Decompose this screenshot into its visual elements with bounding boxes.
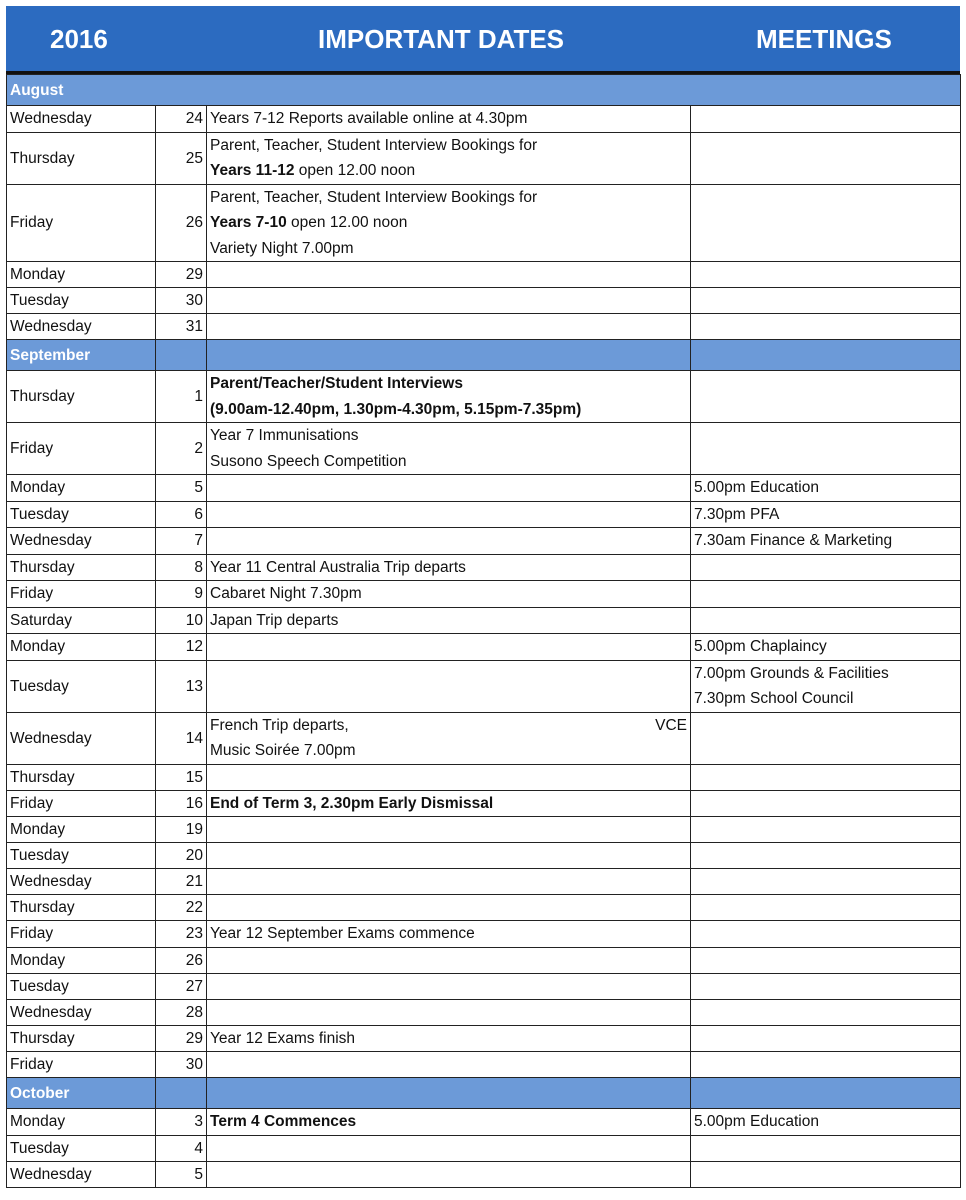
event-cell	[207, 764, 691, 790]
day-cell: Wednesday	[7, 712, 156, 764]
day-cell: Tuesday	[7, 501, 156, 528]
meeting-cell	[691, 1025, 961, 1052]
date-cell: 12	[156, 634, 207, 661]
event-line	[210, 397, 687, 423]
meeting-cell	[691, 314, 961, 340]
meeting-cell	[691, 106, 961, 133]
event-cell	[207, 790, 691, 817]
day-cell: Friday	[7, 790, 156, 817]
month-header-cell	[207, 1078, 691, 1109]
event-text: Parent, Teacher, Student Interview Bookings for	[210, 188, 538, 206]
day-cell: Wednesday	[7, 314, 156, 340]
table-row	[7, 660, 961, 712]
event-cell	[207, 1161, 691, 1187]
event-cell	[207, 947, 691, 973]
day-cell: Tuesday	[7, 1135, 156, 1161]
event-line	[210, 1026, 687, 1052]
month-name: September	[7, 340, 156, 371]
meeting-cell	[691, 947, 961, 973]
meeting-cell	[691, 1135, 961, 1161]
event-cell	[207, 501, 691, 528]
event-cell	[207, 973, 691, 999]
month-header-cell	[691, 340, 961, 371]
day-cell: Thursday	[7, 1025, 156, 1052]
month-header-cell	[156, 1078, 207, 1109]
meeting-cell	[691, 554, 961, 581]
table-row	[7, 869, 961, 895]
meeting-cell	[691, 999, 961, 1025]
day-cell: Thursday	[7, 371, 156, 423]
event-line	[210, 738, 687, 764]
event-cell	[207, 999, 691, 1025]
meeting-line: 5.00pm Chaplaincy	[694, 638, 827, 655]
event-cell	[207, 660, 691, 712]
meeting-cell	[691, 132, 961, 184]
day-cell: Thursday	[7, 764, 156, 790]
event-line	[210, 608, 687, 634]
table-row	[7, 895, 961, 921]
event-text: Term 4 Commences	[210, 1113, 357, 1130]
table-row	[7, 921, 961, 948]
day-cell: Wednesday	[7, 999, 156, 1025]
event-tag: VCE	[655, 716, 687, 734]
table-row	[7, 764, 961, 790]
table-row	[7, 132, 961, 184]
meeting-cell	[691, 895, 961, 921]
meeting-cell	[691, 528, 961, 555]
day-cell: Tuesday	[7, 288, 156, 314]
year-heading: 2016	[50, 24, 108, 54]
month-header-row	[7, 1078, 961, 1109]
date-cell: 9	[156, 581, 207, 608]
meeting-cell	[691, 581, 961, 608]
date-cell: 2	[156, 423, 207, 475]
event-text: Cabaret Night 7.30pm	[210, 585, 362, 602]
table-row	[7, 1135, 961, 1161]
event-text: Susono Speech Competition	[210, 452, 407, 470]
event-cell	[207, 106, 691, 133]
event-line	[210, 581, 687, 607]
date-cell: 4	[156, 1135, 207, 1161]
date-cell: 19	[156, 817, 207, 843]
event-cell	[207, 843, 691, 869]
month-header-cell	[207, 340, 691, 371]
month-header-cell	[156, 340, 207, 371]
table-row	[7, 262, 961, 288]
event-line	[210, 449, 687, 475]
day-cell: Monday	[7, 475, 156, 502]
event-line	[210, 1109, 687, 1135]
table-row	[7, 314, 961, 340]
event-text: Year 12 Exams finish	[210, 1029, 356, 1047]
table-row	[7, 1052, 961, 1078]
table-row	[7, 947, 961, 973]
day-cell: Wednesday	[7, 1161, 156, 1187]
event-cell	[207, 1052, 691, 1078]
event-cell	[207, 581, 691, 608]
event-line	[210, 106, 687, 132]
dates-table	[6, 74, 961, 1188]
event-cell	[207, 314, 691, 340]
event-cell	[207, 1109, 691, 1136]
event-text: Year 7 Immunisations	[210, 427, 359, 444]
date-cell: 5	[156, 1161, 207, 1187]
event-text: Parent/Teacher/Student Interviews	[210, 375, 463, 392]
event-line	[210, 158, 687, 184]
date-cell: 30	[156, 1052, 207, 1078]
date-cell: 20	[156, 843, 207, 869]
month-name: August	[7, 75, 961, 106]
event-text: French Trip departs,	[210, 716, 349, 734]
day-cell: Friday	[7, 581, 156, 608]
table-row	[7, 288, 961, 314]
meeting-line: 5.00pm Education	[694, 1113, 819, 1130]
meeting-cell	[691, 475, 961, 502]
date-cell: 26	[156, 184, 207, 262]
event-cell	[207, 634, 691, 661]
meetings-heading: MEETINGS	[756, 24, 892, 54]
date-cell: 8	[156, 554, 207, 581]
date-cell: 30	[156, 288, 207, 314]
date-cell: 25	[156, 132, 207, 184]
day-cell: Thursday	[7, 895, 156, 921]
event-cell	[207, 869, 691, 895]
meeting-cell	[691, 790, 961, 817]
event-line	[210, 185, 687, 211]
meeting-cell	[691, 371, 961, 423]
meeting-cell	[691, 973, 961, 999]
day-cell: Tuesday	[7, 660, 156, 712]
meeting-cell	[691, 921, 961, 948]
day-cell: Monday	[7, 947, 156, 973]
event-cell	[207, 712, 691, 764]
event-line	[210, 921, 687, 947]
event-text: Music Soirée 7.00pm	[210, 742, 356, 759]
important-dates-heading: IMPORTANT DATES	[318, 24, 565, 54]
event-line	[210, 371, 687, 397]
table-row	[7, 1161, 961, 1187]
meeting-line: 7.30am Finance & Marketing	[694, 532, 893, 549]
table-row	[7, 528, 961, 555]
meeting-cell	[691, 712, 961, 764]
table-row	[7, 581, 961, 608]
event-line	[210, 210, 687, 236]
table-row	[7, 423, 961, 475]
date-cell: 21	[156, 869, 207, 895]
event-text: Years 7-10 open 12.00 noon	[210, 214, 408, 231]
event-text: Years 11-12 open 12.00 noon	[210, 162, 416, 179]
event-cell	[207, 262, 691, 288]
event-text: Variety Night 7.00pm	[210, 239, 354, 257]
day-cell: Monday	[7, 262, 156, 288]
day-cell: Tuesday	[7, 843, 156, 869]
meeting-cell	[691, 869, 961, 895]
meeting-cell	[691, 1052, 961, 1078]
day-cell: Wednesday	[7, 106, 156, 133]
date-cell: 7	[156, 528, 207, 555]
event-line	[210, 423, 687, 449]
table-row	[7, 371, 961, 423]
table-row	[7, 184, 961, 262]
event-line	[210, 713, 687, 739]
event-text: Year 12 September Exams commence	[210, 925, 475, 942]
event-cell	[207, 554, 691, 581]
day-cell: Friday	[7, 184, 156, 262]
table-row	[7, 1025, 961, 1052]
date-cell: 1	[156, 371, 207, 423]
event-line	[210, 236, 687, 262]
table-row	[7, 973, 961, 999]
event-cell	[207, 371, 691, 423]
meeting-cell	[691, 262, 961, 288]
day-cell: Monday	[7, 1109, 156, 1136]
table-row	[7, 607, 961, 634]
meeting-line: 7.30pm PFA	[694, 505, 780, 523]
table-row	[7, 1109, 961, 1136]
day-cell: Friday	[7, 1052, 156, 1078]
table-row	[7, 106, 961, 133]
date-cell: 27	[156, 973, 207, 999]
event-text: Parent, Teacher, Student Interview Bookings for	[210, 136, 538, 154]
event-cell	[207, 528, 691, 555]
meeting-cell	[691, 1161, 961, 1187]
meeting-cell	[691, 817, 961, 843]
event-cell	[207, 921, 691, 948]
day-cell: Thursday	[7, 132, 156, 184]
date-cell: 23	[156, 921, 207, 948]
meeting-cell	[691, 843, 961, 869]
event-text: (9.00am-12.40pm, 1.30pm-4.30pm, 5.15pm-7.35pm)	[210, 400, 582, 418]
meeting-cell	[691, 423, 961, 475]
month-header-row	[7, 340, 961, 371]
day-cell: Wednesday	[7, 869, 156, 895]
date-cell: 14	[156, 712, 207, 764]
meeting-cell	[691, 288, 961, 314]
event-cell	[207, 288, 691, 314]
event-cell	[207, 895, 691, 921]
event-text: Year 11 Central Australia Trip departs	[210, 558, 466, 576]
day-cell: Monday	[7, 634, 156, 661]
meeting-cell	[691, 501, 961, 528]
day-cell: Monday	[7, 817, 156, 843]
month-header-row	[7, 75, 961, 106]
table-row	[7, 501, 961, 528]
date-cell: 24	[156, 106, 207, 133]
date-cell: 16	[156, 790, 207, 817]
month-header-cell	[691, 1078, 961, 1109]
event-line	[210, 555, 687, 581]
meeting-cell	[691, 764, 961, 790]
date-cell: 15	[156, 764, 207, 790]
event-line	[210, 133, 687, 159]
date-cell: 28	[156, 999, 207, 1025]
day-cell: Tuesday	[7, 973, 156, 999]
table-row	[7, 790, 961, 817]
date-cell: 3	[156, 1109, 207, 1136]
meeting-cell	[691, 660, 961, 712]
event-cell	[207, 132, 691, 184]
table-row	[7, 843, 961, 869]
event-text: End of Term 3, 2.30pm Early Dismissal	[210, 794, 494, 812]
event-line	[210, 791, 687, 817]
day-cell: Saturday	[7, 607, 156, 634]
date-cell: 5	[156, 475, 207, 502]
meeting-line: 5.00pm Education	[694, 479, 819, 496]
table-row	[7, 712, 961, 764]
event-text: Japan Trip departs	[210, 611, 339, 629]
date-cell: 10	[156, 607, 207, 634]
meeting-cell	[691, 634, 961, 661]
event-text: Years 7-12 Reports available online at 4.30pm	[210, 110, 528, 127]
month-name: October	[7, 1078, 156, 1109]
day-cell: Friday	[7, 921, 156, 948]
meeting-cell	[691, 607, 961, 634]
meeting-line: 7.30pm School Council	[694, 690, 854, 707]
date-cell: 31	[156, 314, 207, 340]
event-cell	[207, 423, 691, 475]
day-cell: Wednesday	[7, 528, 156, 555]
date-cell: 26	[156, 947, 207, 973]
date-cell: 13	[156, 660, 207, 712]
table-row	[7, 817, 961, 843]
meeting-cell	[691, 184, 961, 262]
event-cell	[207, 1135, 691, 1161]
table-row	[7, 475, 961, 502]
date-cell: 22	[156, 895, 207, 921]
event-cell	[207, 607, 691, 634]
table-row	[7, 634, 961, 661]
date-cell: 29	[156, 1025, 207, 1052]
event-cell	[207, 475, 691, 502]
day-cell: Friday	[7, 423, 156, 475]
date-cell: 6	[156, 501, 207, 528]
event-cell	[207, 184, 691, 262]
date-cell: 29	[156, 262, 207, 288]
event-cell	[207, 817, 691, 843]
meeting-line: 7.00pm Grounds & Facilities	[694, 664, 889, 682]
header-bar	[6, 6, 960, 74]
meeting-cell	[691, 1109, 961, 1136]
table-row	[7, 999, 961, 1025]
table-row	[7, 554, 961, 581]
event-cell	[207, 1025, 691, 1052]
day-cell: Thursday	[7, 554, 156, 581]
